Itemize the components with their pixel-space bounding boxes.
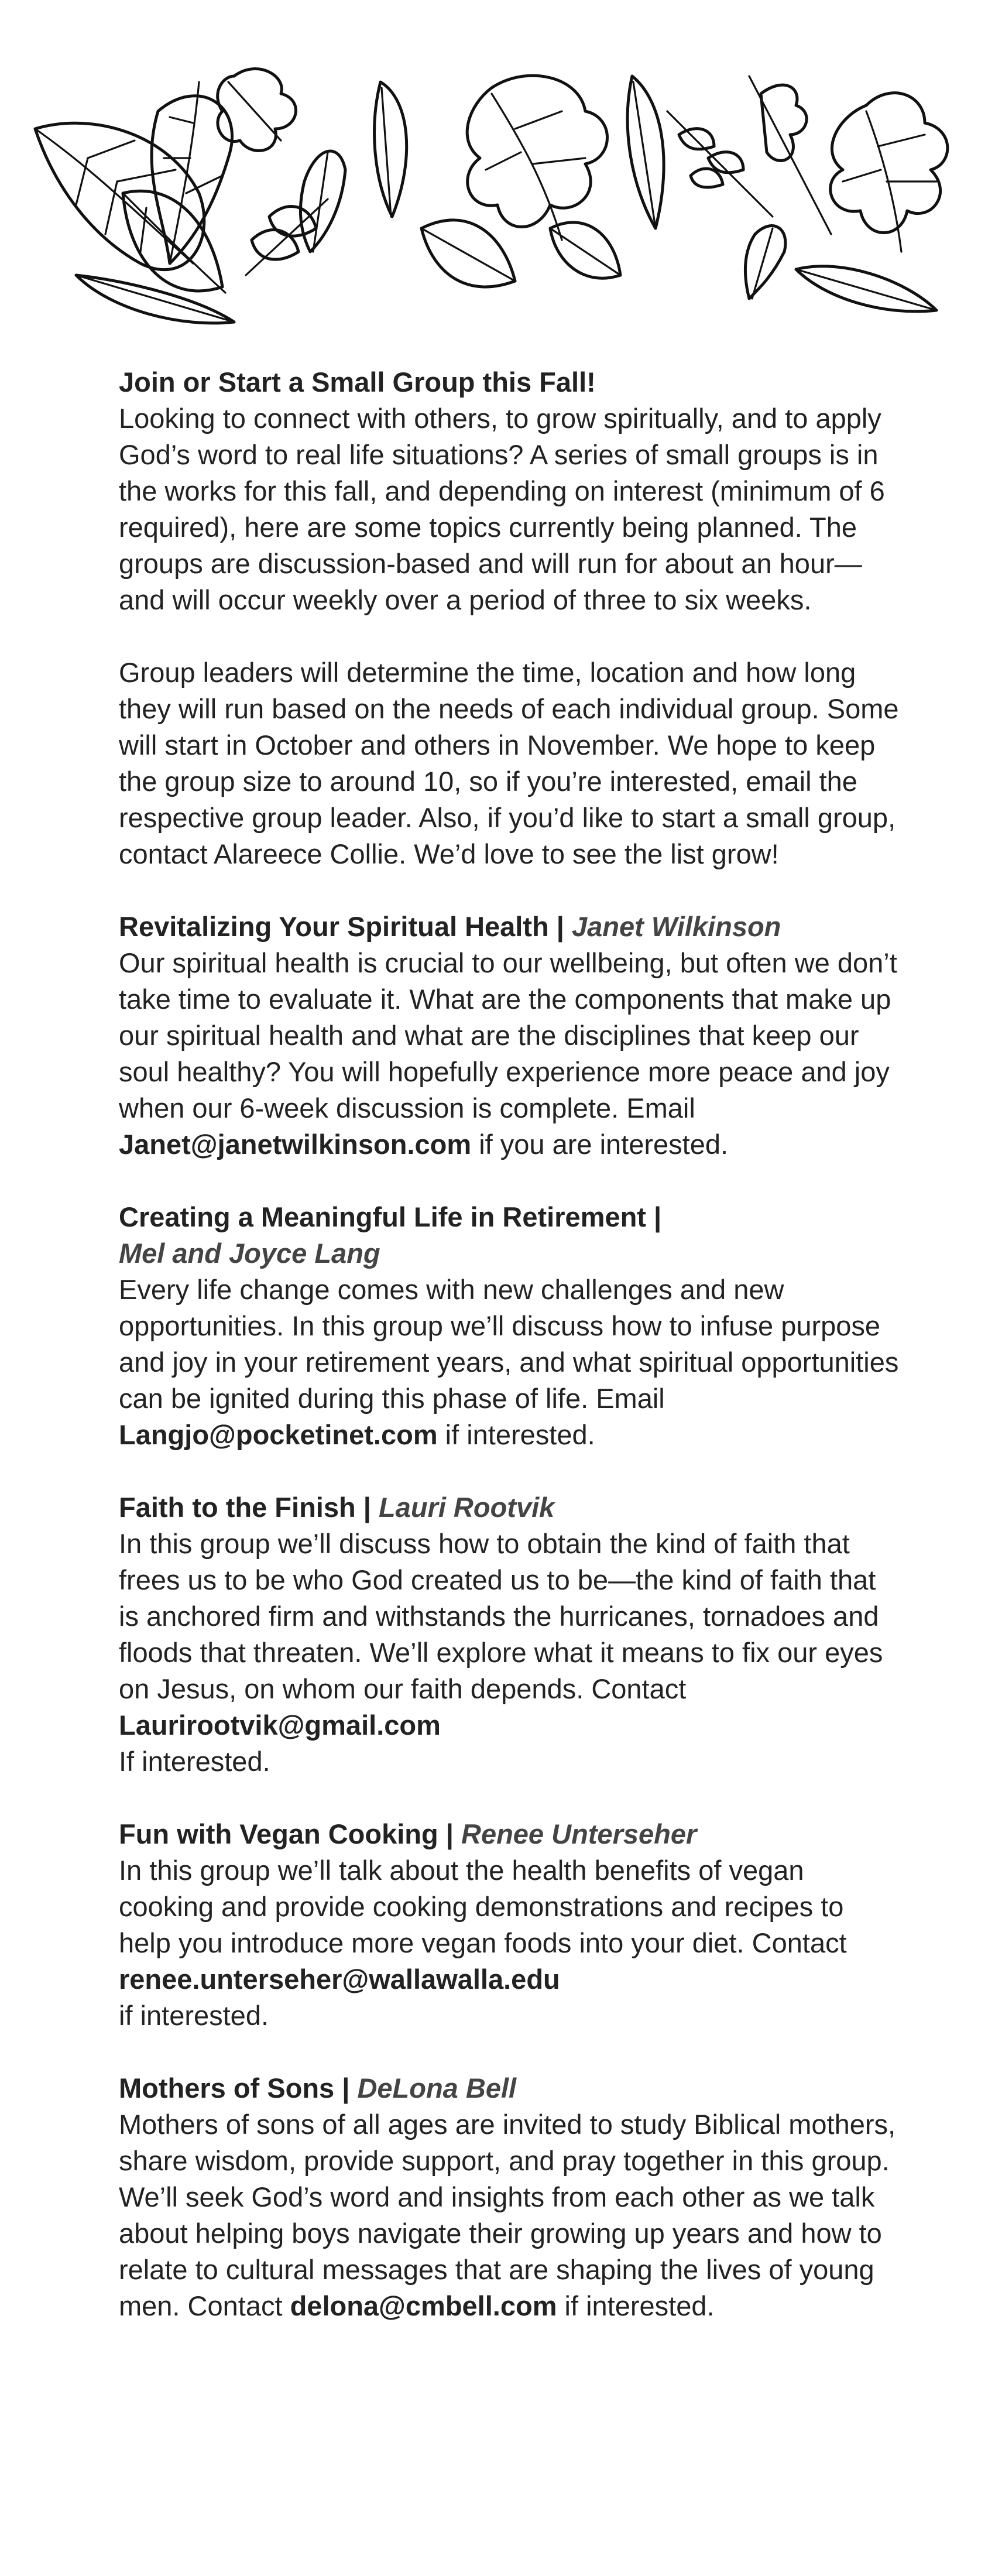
group-email-link[interactable]: delona@cmbell.com xyxy=(290,2290,557,2321)
group-description xyxy=(119,1272,903,1453)
article xyxy=(119,364,903,2361)
group-leader: DeLona Bell xyxy=(357,2073,517,2104)
group-closing-text: if interested. xyxy=(557,2290,715,2321)
group-section xyxy=(119,909,903,1163)
title-separator: | xyxy=(646,1201,662,1232)
group-section xyxy=(119,1199,903,1453)
group-closing-text: If interested. xyxy=(119,1746,270,1777)
group-email-link[interactable]: Janet@janetwilkinson.com xyxy=(119,1129,472,1160)
group-description xyxy=(119,945,903,1163)
title-separator: | xyxy=(438,1818,461,1849)
group-title: Mothers of Sons xyxy=(119,2073,335,2104)
group-title: Revitalizing Your Spiritual Health xyxy=(119,911,549,942)
group-leader: Lauri Rootvik xyxy=(378,1492,555,1523)
group-description-text: In this group we’ll talk about the health benefits of vegan cooking and provide cooking demonstrations and recipes to help you introduce more vegan foods into your diet. Contact xyxy=(119,1855,847,1958)
group-leader: Renee Unterseher xyxy=(461,1818,697,1849)
group-email-link[interactable]: Laurirootvik@gmail.com xyxy=(119,1710,441,1741)
group-heading xyxy=(119,909,903,945)
group-leader: Mel and Joyce Lang xyxy=(119,1238,380,1269)
group-closing-text: if you are interested. xyxy=(471,1129,729,1160)
group-description-text: In this group we’ll discuss how to obtain the kind of faith that frees us to be who God created us to be—the kind of faith that is anchored firm and withstands the hurricanes, tornadoes and floods that threaten. We’ll explore what it means to fix our eyes on Jesus, on whom our faith depends. Contact xyxy=(119,1528,883,1704)
group-title: Fun with Vegan Cooking xyxy=(119,1818,438,1849)
group-title: Creating a Meaningful Life in Retirement xyxy=(119,1201,646,1232)
group-email-link[interactable]: renee.unterseher@wallawalla.edu xyxy=(119,1964,560,1995)
group-description xyxy=(119,1852,903,2034)
group-description-text: Our spiritual health is crucial to our wellbeing, but often we don’t take time to evaluate it. What are the components that make up our spiritual health and what are the disciplines that keep our soul healthy? You will hopefully experience more peace and joy when our 6-week discussion is complete. Email xyxy=(119,947,897,1123)
group-leader: Janet Wilkinson xyxy=(572,911,781,942)
group-section xyxy=(119,1489,903,1780)
group-heading xyxy=(119,1489,903,1526)
group-closing-text: if interested. xyxy=(437,1419,595,1450)
title-separator: | xyxy=(548,911,572,942)
group-heading xyxy=(119,2070,903,2106)
title-separator: | xyxy=(334,2073,358,2104)
title-separator: | xyxy=(355,1492,379,1523)
group-section xyxy=(119,1816,903,2034)
group-title: Faith to the Finish xyxy=(119,1492,356,1523)
group-description-text: Mothers of sons of all ages are invited to study Biblical mothers, share wisdom, provide support, and pray together in this group. We’ll seek God’s word and insights from each other as we talk about helping boys navigate their growing up years and how to relate to cultural messages that are shaping the lives of young men. Contact xyxy=(119,2109,896,2321)
group-description-text: Every life change comes with new challenges and new opportunities. In this group we’ll discuss how to infuse purpose and joy in your retirement years, and what spiritual opportunities can be ignited during this phase of life. Email xyxy=(119,1274,899,1414)
intro-paragraph-2: Group leaders will determine the time, location and how long they will run based on the needs of each individual group. Some will start in October and others in November. We hope to keep the group size to around 10, so if you’re interested, email the respective group leader. Also, if you’d like to start a small group, contact Alareece Collie. We’d love to see the list grow! xyxy=(119,657,899,869)
group-email-link[interactable]: Langjo@pocketinet.com xyxy=(119,1419,438,1450)
leaf-illustration-banner xyxy=(23,41,972,345)
group-heading xyxy=(119,1199,903,1272)
group-closing-text: if interested. xyxy=(119,2000,269,2031)
group-heading xyxy=(119,1816,903,1852)
intro-paragraph-1: Looking to connect with others, to grow spiritually, and to apply God’s word to real life situations? A series of small groups is in the works for this fall, and depending on interest (minimum of 6 required), here are some topics currently being planned. The groups are discussion-based and will run for about an hour—and will occur weekly over a period of three to six weeks. xyxy=(119,403,885,615)
leaves-icon xyxy=(23,41,972,345)
group-section xyxy=(119,2070,903,2324)
group-description xyxy=(119,2106,903,2324)
group-description xyxy=(119,1526,903,1780)
page-title: Join or Start a Small Group this Fall! xyxy=(119,366,596,398)
